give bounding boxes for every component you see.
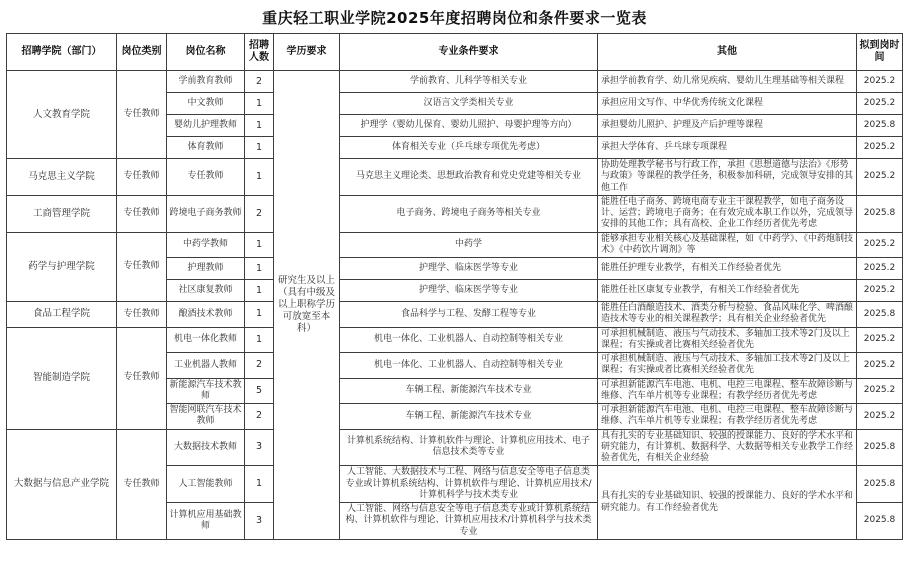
position-cell: 智能网联汽车技术教师: [167, 404, 245, 430]
other-cell: 可承担机械制造、液压与气动技术、多轴加工技术等2门及以上课程；有实操或者比赛相关经验者优先: [598, 353, 857, 379]
position-cell: 人工智能教师: [167, 466, 245, 503]
count-cell: 1: [245, 327, 274, 353]
count-cell: 1: [245, 466, 274, 503]
position-cell: 工业机器人教师: [167, 353, 245, 379]
college-cell: 药学与护理学院: [7, 232, 117, 302]
start-date-cell: 2025.8: [857, 195, 903, 232]
position-cell: 护理教师: [167, 258, 245, 280]
header-row: [7, 34, 903, 71]
college-cell: 智能制造学院: [7, 327, 117, 429]
major-cell: 食品科学与工程、发酵工程等专业: [340, 302, 598, 328]
other-cell: 承担大学体育、乒乓球专项课程: [598, 137, 857, 159]
other-cell: 能胜任护理专业教学，有相关工作经验者优先: [598, 258, 857, 280]
start-date-cell: 2025.8: [857, 466, 903, 503]
major-cell: 马克思主义理论类、思想政治教育和党史党建等相关专业: [340, 159, 598, 196]
start-date-cell: 2025.2: [857, 378, 903, 404]
count-cell: 1: [245, 115, 274, 137]
start-date-cell: 2025.2: [857, 159, 903, 196]
major-cell: 机电一体化、工业机器人、自动控制等相关专业: [340, 353, 598, 379]
start-date-cell: 2025.8: [857, 302, 903, 328]
header-category: 岗位类别: [117, 34, 167, 71]
position-cell: 大数据技术教师: [167, 429, 245, 466]
count-cell: 3: [245, 429, 274, 466]
start-date-cell: 2025.8: [857, 503, 903, 540]
major-cell: 车辆工程、新能源汽车技术专业: [340, 404, 598, 430]
position-cell: 中药学教师: [167, 232, 245, 258]
major-cell: 计算机系统结构、计算机软件与理论、计算机应用技术、电子信息技术类等专业: [340, 429, 598, 466]
count-cell: 1: [245, 159, 274, 196]
count-cell: 1: [245, 93, 274, 115]
position-cell: 酿酒技术教师: [167, 302, 245, 328]
table-row: [7, 429, 903, 466]
start-date-cell: 2025.8: [857, 429, 903, 466]
college-cell: 食品工程学院: [7, 302, 117, 328]
position-cell: 计算机应用基础教师: [167, 503, 245, 540]
other-cell: 承担应用文写作、中华优秀传统文化课程: [598, 93, 857, 115]
header-other: 其他: [598, 34, 857, 71]
category-cell: 专任教师: [117, 327, 167, 429]
start-date-cell: 2025.2: [857, 258, 903, 280]
category-cell: 专任教师: [117, 302, 167, 328]
count-cell: 1: [245, 280, 274, 302]
start-date-cell: 2025.2: [857, 404, 903, 430]
position-cell: 学前教育教师: [167, 71, 245, 93]
position-cell: 中文教师: [167, 93, 245, 115]
header-education: 学历要求: [274, 34, 340, 71]
other-cell: 承担学前教育学、幼儿常见疾病、婴幼儿生理基础等相关课程: [598, 71, 857, 93]
start-date-cell: 2025.2: [857, 280, 903, 302]
count-cell: 2: [245, 353, 274, 379]
table-row: [7, 195, 903, 232]
count-cell: 1: [245, 258, 274, 280]
count-cell: 3: [245, 503, 274, 540]
count-cell: 2: [245, 195, 274, 232]
header-start-date: 拟到岗时间: [857, 34, 903, 71]
category-cell: 专任教师: [117, 71, 167, 159]
other-cell: 能胜任白酒酿造技术、酒类分析与检验、食品风味化学、啤酒酿造技术等专业的相关课程教学；具有相关企业经验者优先: [598, 302, 857, 328]
count-cell: 1: [245, 302, 274, 328]
major-cell: 护理学、临床医学等专业: [340, 258, 598, 280]
position-cell: 社区康复教师: [167, 280, 245, 302]
other-cell: 可承担新能源汽车电池、电机、电控三电课程、整车故障诊断与维修、汽车单片机等专业课程；有教学经历者优先考虑: [598, 404, 857, 430]
other-cell: 能够承担专业相关核心及基础课程，如《中药学》、《中药炮制技术》《中药饮片调剂》等: [598, 232, 857, 258]
major-cell: 车辆工程、新能源汽车技术专业: [340, 378, 598, 404]
header-position: 岗位名称: [167, 34, 245, 71]
start-date-cell: 2025.2: [857, 327, 903, 353]
category-cell: 专任教师: [117, 195, 167, 232]
major-cell: 机电一体化、工业机器人、自动控制等相关专业: [340, 327, 598, 353]
count-cell: 1: [245, 232, 274, 258]
major-cell: 电子商务、跨境电子商务等相关专业: [340, 195, 598, 232]
college-cell: 工商管理学院: [7, 195, 117, 232]
recruitment-table: [6, 33, 903, 540]
major-cell: 护理学（婴幼儿保育、婴幼儿照护、母婴护理等方向）: [340, 115, 598, 137]
header-college: 招聘学院（部门）: [7, 34, 117, 71]
table-row: [7, 327, 903, 353]
major-cell: 人工智能、网络与信息安全等电子信息类专业或计算机系统结构、计算机软件与理论、计算机应用技术/计算机科学与技术类专业: [340, 503, 598, 540]
table-row: [7, 159, 903, 196]
other-cell: 可承担机械制造、液压与气动技术、多轴加工技术等2门及以上课程；有实操或者比赛相关经验者优先: [598, 327, 857, 353]
education-cell: 研究生及以上（具有中级及以上职称学历可放宽至本科）: [274, 71, 340, 540]
other-cell: 具有扎实的专业基础知识、较强的授课能力、良好的学术水平和研究能力，有计算机、数据科学、大数据等相关专业教学工作经验者优先，有相关企业经验: [598, 429, 857, 466]
position-cell: 机电一体化教师: [167, 327, 245, 353]
start-date-cell: 2025.2: [857, 71, 903, 93]
start-date-cell: 2025.8: [857, 115, 903, 137]
major-cell: 体育相关专业（乒乓球专项优先考虑）: [340, 137, 598, 159]
other-cell: 可承担新能源汽车电池、电机、电控三电课程、整车故障诊断与维修、汽车单片机等专业课程；有教学经历者优先考虑: [598, 378, 857, 404]
major-cell: 护理学、临床医学等专业: [340, 280, 598, 302]
start-date-cell: 2025.2: [857, 93, 903, 115]
position-cell: 体育教师: [167, 137, 245, 159]
count-cell: 2: [245, 71, 274, 93]
position-cell: 跨境电子商务教师: [167, 195, 245, 232]
other-cell: 承担婴幼儿照护、护理及产后护理等课程: [598, 115, 857, 137]
table-row: [7, 232, 903, 258]
major-cell: 中药学: [340, 232, 598, 258]
position-cell: 新能源汽车技术教师: [167, 378, 245, 404]
start-date-cell: 2025.2: [857, 353, 903, 379]
college-cell: 人文教育学院: [7, 71, 117, 159]
count-cell: 1: [245, 137, 274, 159]
college-cell: 大数据与信息产业学院: [7, 429, 117, 539]
other-cell: 具有扎实的专业基础知识、较强的授课能力、良好的学术水平和研究能力。有工作经验者优先: [598, 466, 857, 540]
count-cell: 2: [245, 404, 274, 430]
table-row: [7, 302, 903, 328]
position-cell: 专任教师: [167, 159, 245, 196]
college-cell: 马克思主义学院: [7, 159, 117, 196]
position-cell: 婴幼儿护理教师: [167, 115, 245, 137]
other-cell: 协助处理教学秘书与行政工作，承担《思想道德与法治》《形势与政策》等课程的教学任务，积极参加科研，完成领导安排的其他工作: [598, 159, 857, 196]
start-date-cell: 2025.2: [857, 137, 903, 159]
other-cell: 能胜任社区康复专业教学，有相关工作经验者优先: [598, 280, 857, 302]
major-cell: 人工智能、大数据技术与工程、网络与信息安全等电子信息类专业或计算机系统结构、计算机软件与理论、计算机应用技术/计算机科学与技术类专业: [340, 466, 598, 503]
header-count: 招聘人数: [245, 34, 274, 71]
header-major: 专业条件要求: [340, 34, 598, 71]
count-cell: 5: [245, 378, 274, 404]
major-cell: 学前教育、儿科学等相关专业: [340, 71, 598, 93]
table-row: [7, 71, 903, 93]
table-body: [7, 71, 903, 540]
major-cell: 汉语言文学类相关专业: [340, 93, 598, 115]
category-cell: 专任教师: [117, 232, 167, 302]
start-date-cell: 2025.2: [857, 232, 903, 258]
other-cell: 能胜任电子商务、跨境电商专业主干课程教学，如电子商务设计、运营；跨境电子商务；在有效完成本职工作以外，完成领导安排的其他工作；具有高校、企业工作经历者优先考虑: [598, 195, 857, 232]
category-cell: 专任教师: [117, 429, 167, 539]
page-title: 重庆轻工职业学院2025年度招聘岗位和条件要求一览表: [262, 9, 647, 27]
category-cell: 专任教师: [117, 159, 167, 196]
